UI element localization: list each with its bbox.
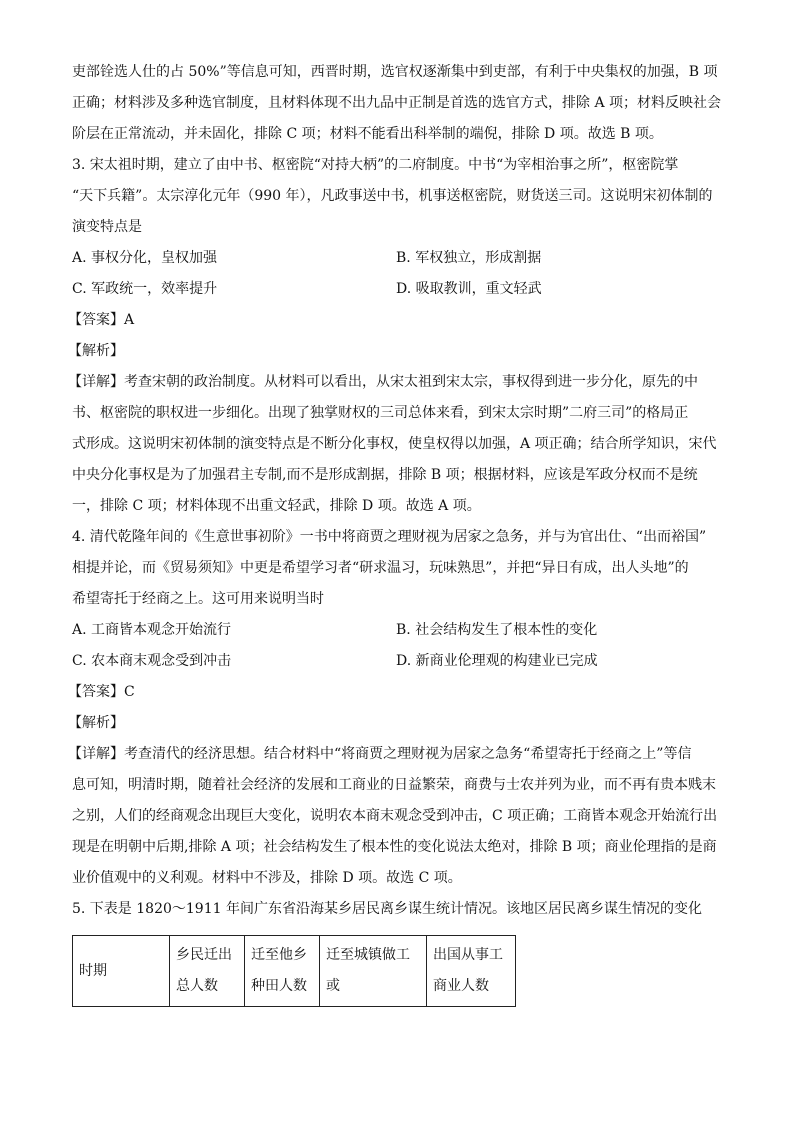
question-3-analysis-label: 【解析】 [68, 343, 124, 359]
question-3-option-a: A. 事权分化，皇权加强 [72, 250, 218, 266]
table-header-text: 迁至城镇做工 [326, 947, 410, 963]
table-header-text: 总人数 [176, 978, 218, 994]
question-3-detail-1: 【详解】考查宋朝的政治制度。从材料可以看出，从宋太祖到宋太宗，事权得到进一步分化，原先的中 [68, 374, 698, 390]
question-4-stem-1: 4. 清代乾隆年间的《生意世事初阶》一书中将商贾之理财视为居家之急务，并与为官出仕、“出而裕国” [72, 529, 707, 545]
question-4-answer: 【答案】C [68, 684, 135, 700]
question-4-detail-2: 息可知，明清时期，随着社会经济的发展和工商业的日益繁荣，商费与士农并列为业，而不再有贵本贱末 [72, 777, 716, 793]
question-4-option-a: A. 工商皆本观念开始流行 [72, 622, 232, 638]
question-4-stem-3: 希望寄托于经商之上。这可用来说明当时 [72, 591, 324, 607]
question-3-detail-4: 中央分化事权是为了加强君主专制,而不是形成割据，排除 B 项；根据材料，应该是军政分权而不是统 [72, 467, 698, 483]
question-3-stem-1: 3. 宋太祖时期，建立了由中书、枢密院“对持大柄”的二府制度。中书“为宰相治事之所”，枢密院掌 [72, 157, 679, 173]
table-header-text: 时期 [79, 962, 107, 979]
table-header-text: 迁至他乡 [251, 947, 307, 963]
question-4-option-d: D. 新商业伦理观的构建业已完成 [396, 653, 598, 669]
question-4-detail-3: 之别，人们的经商观念出现巨大变化，说明农本商末观念受到冲击，C 项正确；工商皆本观念开始流行出 [72, 808, 718, 824]
question-5-stem-1: 5. 下表是 1820～1911 年间广东省沿海某乡居民离乡谋生统计情况。该地区居民离乡谋生情况的变化 [72, 901, 702, 917]
migration-table [72, 935, 516, 1007]
question-3-detail-3: 式形成。这说明宋初体制的演变特点是不断分化事权，使皇权得以加强，A 项正确；结合所学知识，宋代 [72, 436, 717, 452]
table-header-urban-work [320, 936, 427, 1007]
question-4-detail-4: 现是在明朝中后期,排除 A 项；社会结构发生了根本性的变化说法太绝对，排除 B 项；商业伦理指的是商 [72, 839, 717, 855]
prev-explanation-line-3: 阶层在正常流动，并未固化，排除 C 项；材料不能看出科举制的端倪，排除 D 项。故选 B 项。 [72, 126, 663, 142]
question-4-stem-2: 相提并论，而《贸易须知》中更是希望学习者“研求温习，玩味熟思”，并把“异日有成，出人头地”的 [72, 560, 689, 576]
question-4-option-b: B. 社会结构发生了根本性的变化 [396, 622, 598, 638]
table-header-text: 或 [326, 978, 340, 994]
prev-explanation-line-1: 吏部铨选人仕的占 50%”等信息可知，西晋时期，选官权逐渐集中到吏部，有利于中央集权的加强，B 项 [72, 64, 718, 80]
question-3-option-d: D. 吸取教训，重文轻武 [396, 281, 542, 297]
table-header-period [73, 936, 170, 1007]
table-header-row [73, 936, 516, 1007]
table-header-text: 商业人数 [433, 978, 489, 994]
question-3-stem-2: “天下兵籍”。太宗淳化元年（990 年），凡政事送中书，机事送枢密院，财货送三司。这说明宋初体制的 [72, 188, 713, 204]
question-3-option-c: C. 军政统一，效率提升 [72, 281, 218, 297]
question-4-option-c: C. 农本商末观念受到冲击 [72, 653, 232, 669]
question-3-detail-5: 一，排除 C 项；材料体现不出重文轻武，排除 D 项。故选 A 项。 [72, 498, 481, 514]
question-4-detail-5: 业价值观中的义利观。材料中不涉及，排除 D 项。故选 C 项。 [72, 870, 462, 886]
question-4-analysis-label: 【解析】 [68, 715, 124, 731]
question-3-stem-3: 演变特点是 [72, 219, 142, 235]
prev-explanation-line-2: 正确；材料涉及多种选官制度，且材料体现不出九品中正制是首选的选官方式，排除 A 项；材料反映社会 [72, 95, 722, 111]
question-3-answer: 【答案】A [68, 312, 135, 328]
table-header-farming [245, 936, 320, 1007]
table-header-text: 出国从事工 [433, 947, 503, 963]
question-4-detail-1: 【详解】考查清代的经济思想。结合材料中“将商贾之理财视为居家之急务“希望寄托于经商之上”等信 [68, 746, 692, 762]
question-3-detail-2: 书、枢密院的职权进一步细化。出现了独掌财权的三司总体来看，到宋太宗时期”二府三司”的格局正 [72, 405, 689, 421]
question-3-option-b: B. 军权独立，形成割据 [396, 250, 542, 266]
table-header-text: 乡民迁出 [176, 947, 232, 963]
table-header-text: 种田人数 [251, 978, 307, 994]
table-header-total [170, 936, 245, 1007]
table-header-overseas [427, 936, 516, 1007]
